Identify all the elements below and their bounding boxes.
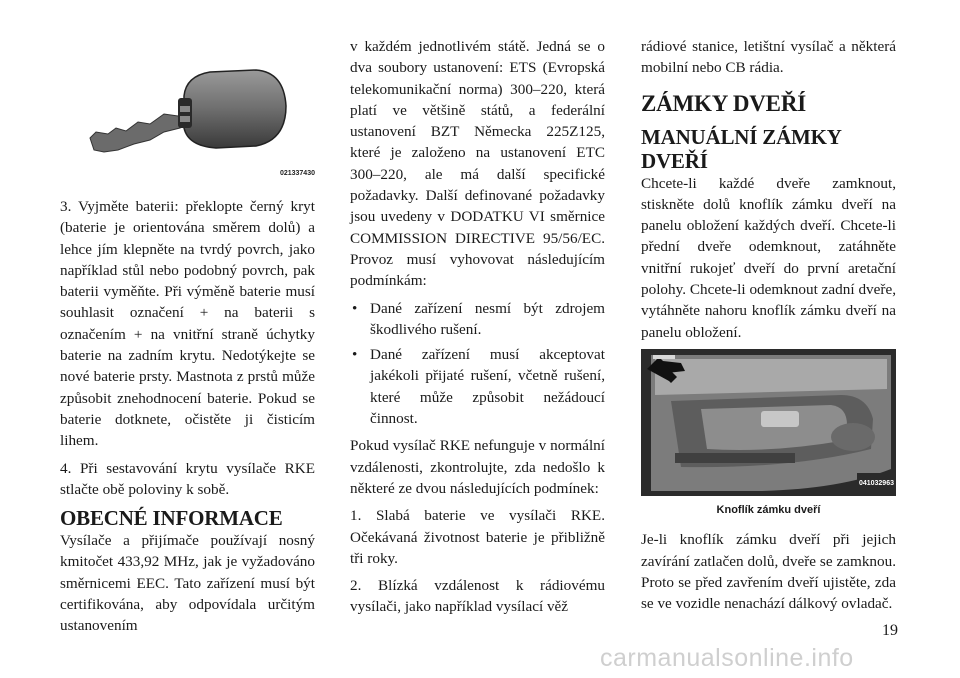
watermark-text: carmanualsonline.info [600, 644, 854, 672]
figure-code: 041032963 [857, 473, 896, 494]
paragraph-rke-check: Pokud vysílač RKE nefunguje v normální vzdálenosti, zkontrolujte, zda nedošlo k některé ze dvou následujících podmínek: [350, 437, 605, 497]
column-left [60, 36, 315, 643]
figure-caption: Knoflík zámku dveří [716, 503, 821, 516]
paragraph-manual-locks: Chcete-li každé dveře zamknout, stiskněte dolů knoflík zámku dveří na panelu obložení každých dveří. Chcete-li přední dveře odemknout, zatáhněte vnitřní rukojeť dveří do první aretační polohy. Chcete-li odemknout zadní dveře, vytáhněte nahoru knoflík zámku dveří na panelu obložení. [641, 174, 896, 341]
paragraph-general-info: Vysílače a přijímače používají nosný kmitočet 433,92 MHz, jak je vyžadováno směrnicemi EEC. Tato zařízení musí být certifikována, aby odpovídala určitým ustanovením [60, 532, 315, 635]
column-right [641, 36, 896, 620]
paragraph-step3: 3. Vyjměte baterii: překlopte černý kryt (baterie je orientována směrem dolů) a lehce jím klepněte na tvrdý povrch, jako například stůl nebo podobný povrch, pak baterii vyměňte. Při výměně baterie musí souhlasit označení + na baterii s označením + na vnitřní straně úchytky baterie na zadním krytu. Nedotýkejte se nové baterie prsty. Mastnota z prstů může způsobit znehodnocení baterie. Pokud se baterie dotknete, očistěte ji čisticím lihem. [60, 198, 315, 450]
conditions-list [350, 298, 605, 430]
figure-code: 021337430 [279, 169, 315, 177]
paragraph-lock-warning: Je-li knoflík zámku dveří při jejich zavírání zatlačen dolů, dveře se zamknou. Proto se před zavřením dveří ujistěte, zda se ve vozidle nenachází dálkový ovladač. [641, 531, 896, 613]
door-lock-figure [641, 349, 896, 496]
paragraph-regulations: v každém jednotlivém státě. Jedná se o dva soubory ustanovení: ETS (Evropská telekomunikační norma) 300–220, která platí ve většině států, a federální ustanovení BZT Německa 225Z125, které je založeno na ustanovení ETC 300–220, ale má další specifické požadavky. Další definované požadavky jsou uvedeny v DODATKU VI směrnice COMMISSION DIRECTIVE 95/56/EC. Provoz musí vyhovovat následujícím podmínkám: [350, 38, 605, 290]
heading-door-locks: ZÁMKY DVEŘÍ [641, 90, 806, 116]
paragraph-step4: 4. Při sestavování krytu vysílače RKE stlačte obě poloviny k sobě. [60, 459, 315, 498]
heading-manual-door-locks: MANUÁLNÍ ZÁMKY DVEŘÍ [641, 124, 841, 173]
list-item: • Dané zařízení musí akceptovat jakékoli přijaté rušení, včetně rušení, které může způsobit nežádoucí činnost. [350, 344, 605, 429]
page-number: 19 [882, 622, 898, 639]
column-middle [350, 36, 605, 624]
paragraph-weak-battery: 1. Slabá baterie ve vysílači RKE. Očekávaná životnost baterie je přibližně tři roky. [350, 507, 605, 567]
key-fob-figure [60, 36, 315, 186]
paragraph-radio-continued: rádiové stanice, letištní vysílač a některá mobilní nebo CB rádia. [641, 38, 896, 77]
list-item: • Dané zařízení nesmí být zdrojem škodlivého rušení. [350, 298, 605, 341]
heading-general-info: OBECNÉ INFORMACE [60, 506, 283, 531]
key-fob-image [60, 36, 315, 186]
paragraph-radio-proximity: 2. Blízká vzdálenost k rádiovému vysílači, jako například vysílací věž [350, 577, 605, 616]
